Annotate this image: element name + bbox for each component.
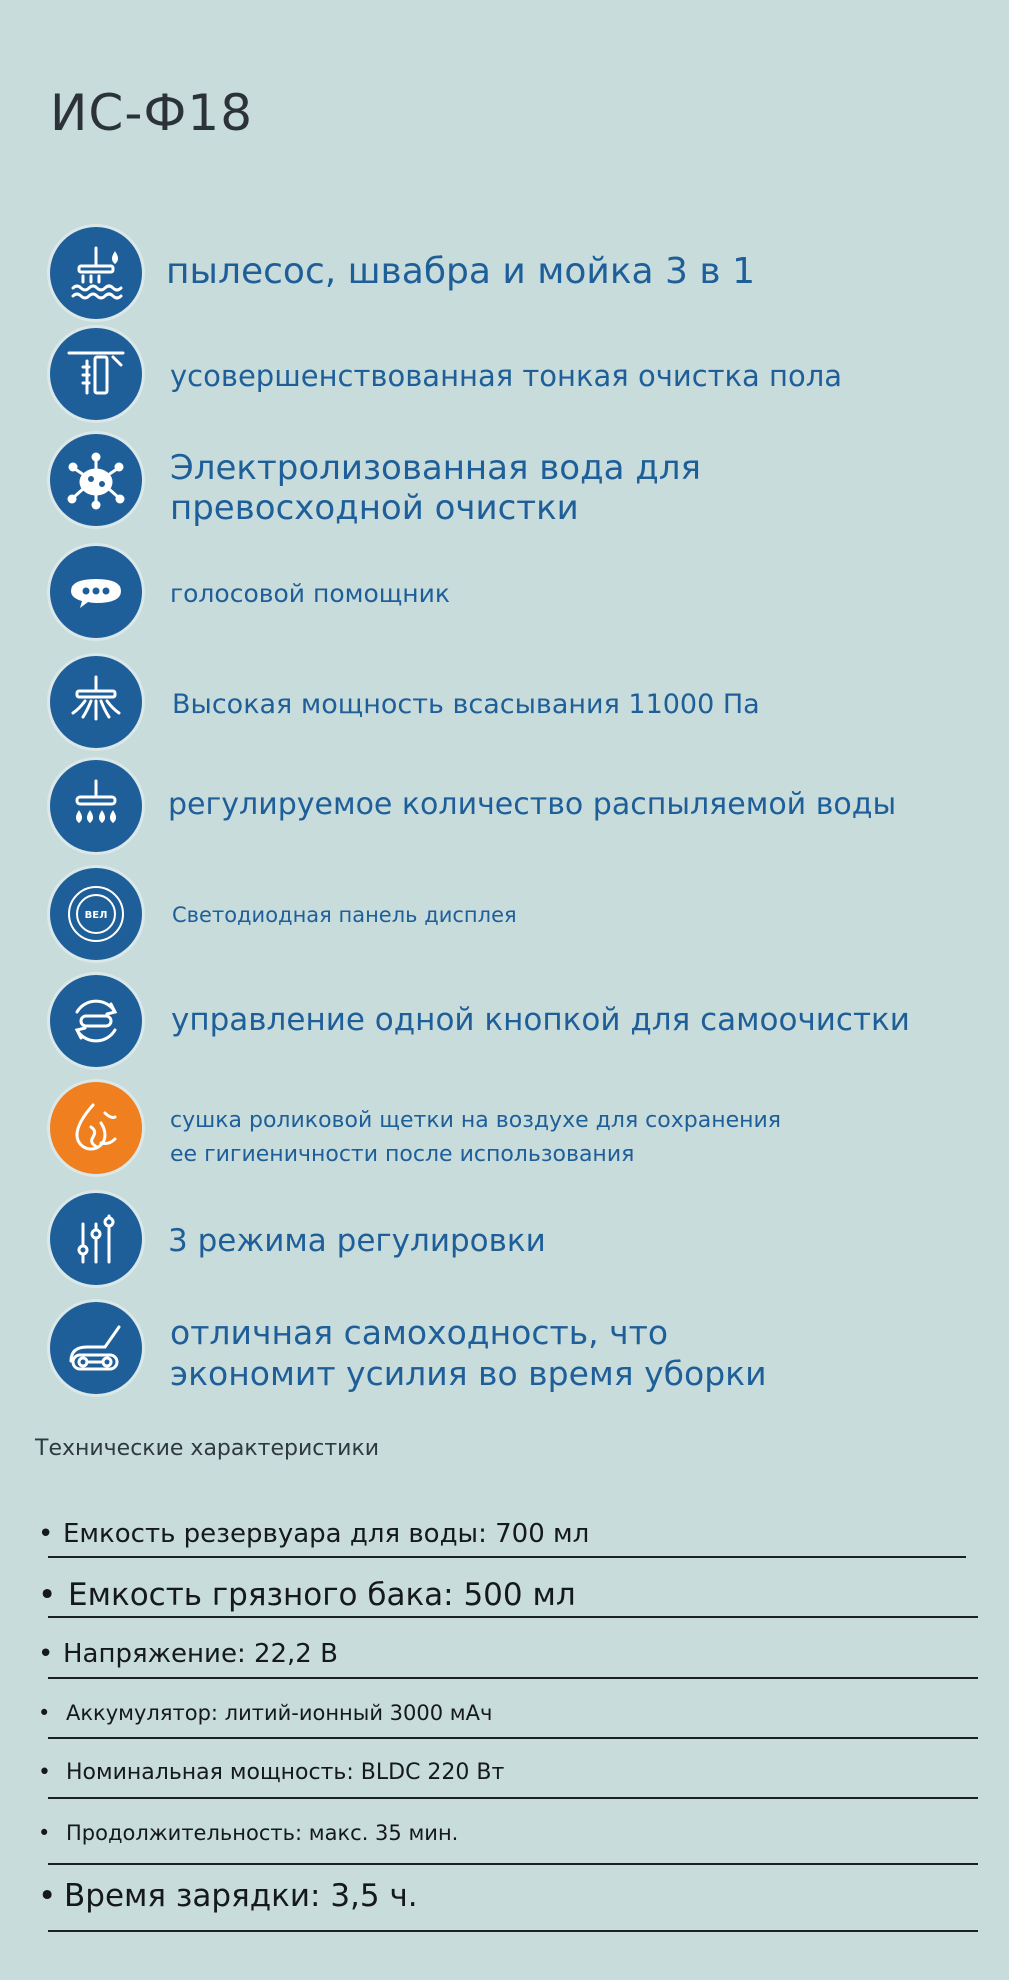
divider [48, 1556, 966, 1558]
bullet-icon: • [38, 1701, 51, 1725]
spec-item [38, 1821, 458, 1845]
bullet-icon: • [38, 1577, 57, 1613]
divider [48, 1677, 978, 1679]
bullet-icon: • [38, 1821, 51, 1845]
chat-bubble-icon [50, 546, 142, 638]
feature-text: 3 режима регулировки [168, 1223, 546, 1259]
bullet-icon: • [38, 1760, 51, 1785]
feature-text: усовершенствованная тонкая очистка пола [170, 359, 843, 393]
divider [48, 1863, 978, 1865]
spec-text: Продолжительность: макс. 35 мин. [66, 1821, 459, 1845]
spec-item [38, 1519, 589, 1549]
feature-text: регулируемое количество распыляемой воды [168, 787, 897, 822]
spec-text: Напряжение: 22,2 В [63, 1639, 338, 1669]
feature-text: пылесос, швабра и мойка 3 в 1 [166, 251, 755, 292]
spec-text: Емкость резервуара для воды: 700 мл [63, 1519, 590, 1549]
divider [48, 1930, 978, 1932]
divider [48, 1797, 978, 1799]
spec-text: Аккумулятор: литий-ионный 3000 мАч [66, 1701, 493, 1725]
bullet-icon: • [38, 1878, 57, 1914]
mop-water-icon [50, 227, 142, 319]
sliders-icon [50, 1193, 142, 1285]
self-cleaning-icon [50, 975, 142, 1067]
spec-item [38, 1878, 418, 1914]
led-display-label: ВЕЛ [84, 910, 108, 921]
floor-brush-icon [50, 328, 142, 420]
drying-icon [50, 1082, 142, 1174]
germ-icon [50, 434, 142, 526]
product-title: ИС-Ф18 [50, 84, 254, 142]
divider [48, 1737, 978, 1739]
spec-text: Номинальная мощность: BLDC 220 Вт [66, 1760, 505, 1785]
divider [48, 1616, 978, 1618]
specs-title: Технические характеристики [35, 1436, 380, 1461]
water-spray-icon [50, 760, 142, 852]
feature-text: Электролизованная вода для превосходной очистки [170, 448, 701, 528]
suction-icon [50, 656, 142, 748]
feature-text: управление одной кнопкой для самоочистки [171, 1002, 910, 1038]
spec-text: Емкость грязного бака: 500 мл [68, 1577, 576, 1613]
spec-item [38, 1639, 338, 1669]
led-display-icon [50, 868, 142, 960]
feature-text: голосовой помощник [170, 579, 451, 608]
spec-item [38, 1701, 492, 1725]
feature-text: отличная самоходность, что экономит усилия во время уборки [170, 1313, 767, 1393]
bullet-icon: • [38, 1639, 54, 1669]
spec-item [38, 1760, 504, 1785]
spec-item [38, 1577, 576, 1613]
spec-text: Время зарядки: 3,5 ч. [64, 1878, 418, 1914]
feature-text: Светодиодная панель дисплея [172, 903, 517, 927]
self-propelled-icon [50, 1302, 142, 1394]
bullet-icon: • [38, 1519, 54, 1549]
feature-text: Высокая мощность всасывания 11000 Па [172, 689, 760, 720]
feature-text: сушка роликовой щетки на воздухе для сохранения ее гигиеничности после использования [170, 1108, 782, 1167]
